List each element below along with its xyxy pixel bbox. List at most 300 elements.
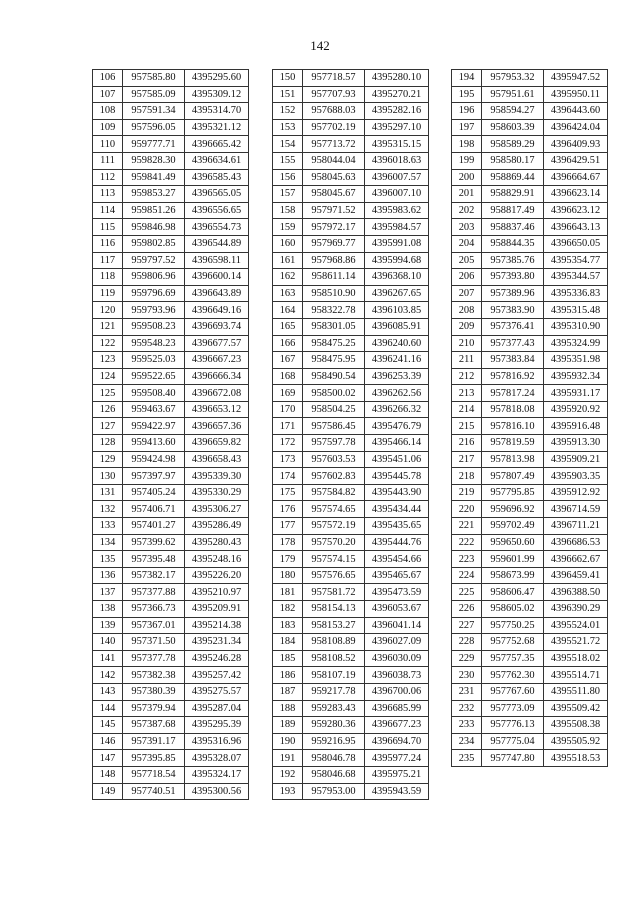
table-row — [93, 86, 249, 103]
x-coordinate-cell: 959283.43 — [303, 700, 365, 717]
y-coordinate-cell: 4395246.28 — [185, 650, 249, 667]
x-coordinate-cell: 959508.40 — [123, 385, 185, 402]
point-number-cell: 193 — [273, 783, 303, 800]
y-coordinate-cell: 4396711.21 — [544, 518, 608, 535]
point-number-cell: 124 — [93, 368, 123, 385]
y-coordinate-cell: 4396714.59 — [544, 501, 608, 518]
y-coordinate-cell: 4395984.57 — [365, 219, 429, 236]
y-coordinate-cell: 4396388.50 — [544, 584, 608, 601]
x-coordinate-cell: 957383.90 — [482, 302, 544, 319]
table-row — [452, 186, 608, 203]
x-coordinate-cell: 959463.67 — [123, 401, 185, 418]
y-coordinate-cell: 4395248.16 — [185, 551, 249, 568]
point-number-cell: 220 — [452, 501, 482, 518]
point-number-cell: 155 — [273, 152, 303, 169]
x-coordinate-cell: 959217.78 — [303, 683, 365, 700]
table-row — [93, 750, 249, 767]
x-coordinate-cell: 957603.53 — [303, 451, 365, 468]
table-row — [273, 219, 429, 236]
point-number-cell: 191 — [273, 750, 303, 767]
point-number-cell: 227 — [452, 617, 482, 634]
point-number-cell: 141 — [93, 650, 123, 667]
y-coordinate-cell: 4396556.65 — [185, 202, 249, 219]
point-number-cell: 130 — [93, 468, 123, 485]
point-number-cell: 126 — [93, 401, 123, 418]
table-row — [273, 119, 429, 136]
y-coordinate-cell: 4395328.07 — [185, 750, 249, 767]
table-row — [273, 152, 429, 169]
y-coordinate-cell: 4396658.43 — [185, 451, 249, 468]
x-coordinate-cell: 959548.23 — [123, 335, 185, 352]
point-number-cell: 232 — [452, 700, 482, 717]
point-number-cell: 148 — [93, 766, 123, 783]
y-coordinate-cell: 4396554.73 — [185, 219, 249, 236]
point-number-cell: 152 — [273, 103, 303, 120]
x-coordinate-cell: 959422.97 — [123, 418, 185, 435]
point-number-cell: 139 — [93, 617, 123, 634]
point-number-cell: 234 — [452, 733, 482, 750]
point-number-cell: 225 — [452, 584, 482, 601]
table-row — [93, 667, 249, 684]
y-coordinate-cell: 4396429.51 — [544, 152, 608, 169]
y-coordinate-cell: 4395321.12 — [185, 119, 249, 136]
point-number-cell: 204 — [452, 235, 482, 252]
point-number-cell: 215 — [452, 418, 482, 435]
point-number-cell: 133 — [93, 518, 123, 535]
point-number-cell: 195 — [452, 86, 482, 103]
x-coordinate-cell: 957391.17 — [123, 733, 185, 750]
x-coordinate-cell: 957585.80 — [123, 70, 185, 87]
point-number-cell: 198 — [452, 136, 482, 153]
table-row — [93, 202, 249, 219]
y-coordinate-cell: 4395991.08 — [365, 235, 429, 252]
point-number-cell: 199 — [452, 152, 482, 169]
point-number-cell: 123 — [93, 352, 123, 369]
y-coordinate-cell: 4396266.32 — [365, 401, 429, 418]
point-number-cell: 214 — [452, 401, 482, 418]
y-coordinate-cell: 4395465.67 — [365, 567, 429, 584]
x-coordinate-cell: 957953.00 — [303, 783, 365, 800]
y-coordinate-cell: 4396241.16 — [365, 352, 429, 369]
x-coordinate-cell: 957570.20 — [303, 534, 365, 551]
point-number-cell: 119 — [93, 285, 123, 302]
point-number-cell: 166 — [273, 335, 303, 352]
table-row — [452, 169, 608, 186]
y-coordinate-cell: 4395309.12 — [185, 86, 249, 103]
point-number-cell: 207 — [452, 285, 482, 302]
y-coordinate-cell: 4395280.43 — [185, 534, 249, 551]
y-coordinate-cell: 4395473.59 — [365, 584, 429, 601]
y-coordinate-cell: 4395445.78 — [365, 468, 429, 485]
table-row — [273, 700, 429, 717]
table-row — [273, 302, 429, 319]
table-row — [452, 518, 608, 535]
x-coordinate-cell: 957576.65 — [303, 567, 365, 584]
x-coordinate-cell: 959853.27 — [123, 186, 185, 203]
x-coordinate-cell: 957707.93 — [303, 86, 365, 103]
y-coordinate-cell: 4395508.38 — [544, 717, 608, 734]
x-coordinate-cell: 957380.39 — [123, 683, 185, 700]
x-coordinate-cell: 957591.34 — [123, 103, 185, 120]
y-coordinate-cell: 4396677.57 — [185, 335, 249, 352]
x-coordinate-cell: 958606.47 — [482, 584, 544, 601]
y-coordinate-cell: 4395324.17 — [185, 766, 249, 783]
point-number-cell: 168 — [273, 368, 303, 385]
table-row — [452, 235, 608, 252]
y-coordinate-cell: 4395257.42 — [185, 667, 249, 684]
point-number-cell: 186 — [273, 667, 303, 684]
table-row — [93, 219, 249, 236]
table-row — [93, 70, 249, 87]
table-row — [273, 352, 429, 369]
x-coordinate-cell: 957383.84 — [482, 352, 544, 369]
point-number-cell: 209 — [452, 318, 482, 335]
y-coordinate-cell: 4395226.20 — [185, 567, 249, 584]
point-number-cell: 230 — [452, 667, 482, 684]
x-coordinate-cell: 958589.29 — [482, 136, 544, 153]
table-row — [93, 119, 249, 136]
x-coordinate-cell: 957397.97 — [123, 468, 185, 485]
point-number-cell: 221 — [452, 518, 482, 535]
y-coordinate-cell: 4395270.21 — [365, 86, 429, 103]
table-row — [273, 617, 429, 634]
point-number-cell: 167 — [273, 352, 303, 369]
point-number-cell: 224 — [452, 567, 482, 584]
x-coordinate-cell: 957371.50 — [123, 634, 185, 651]
coordinates-table-3 — [451, 69, 608, 767]
x-coordinate-cell: 958869.44 — [482, 169, 544, 186]
table-row — [93, 435, 249, 452]
x-coordinate-cell: 957387.68 — [123, 717, 185, 734]
point-number-cell: 216 — [452, 435, 482, 452]
point-number-cell: 154 — [273, 136, 303, 153]
y-coordinate-cell: 4395916.48 — [544, 418, 608, 435]
point-number-cell: 109 — [93, 119, 123, 136]
x-coordinate-cell: 957399.62 — [123, 534, 185, 551]
y-coordinate-cell: 4395315.48 — [544, 302, 608, 319]
table-row — [452, 534, 608, 551]
table-row — [452, 368, 608, 385]
y-coordinate-cell: 4395932.34 — [544, 368, 608, 385]
y-coordinate-cell: 4396665.42 — [185, 136, 249, 153]
table-row — [273, 484, 429, 501]
x-coordinate-cell: 957817.24 — [482, 385, 544, 402]
x-coordinate-cell: 957393.80 — [482, 269, 544, 286]
x-coordinate-cell: 957377.43 — [482, 335, 544, 352]
table-row — [93, 252, 249, 269]
y-coordinate-cell: 4395451.06 — [365, 451, 429, 468]
y-coordinate-cell: 4395336.83 — [544, 285, 608, 302]
point-number-cell: 184 — [273, 634, 303, 651]
point-number-cell: 202 — [452, 202, 482, 219]
table-row — [452, 103, 608, 120]
x-coordinate-cell: 958837.46 — [482, 219, 544, 236]
table-row — [452, 468, 608, 485]
table-row — [273, 70, 429, 87]
point-number-cell: 169 — [273, 385, 303, 402]
x-coordinate-cell: 957382.17 — [123, 567, 185, 584]
x-coordinate-cell: 957572.19 — [303, 518, 365, 535]
table-row — [273, 136, 429, 153]
y-coordinate-cell: 4395444.76 — [365, 534, 429, 551]
table-row — [93, 285, 249, 302]
x-coordinate-cell: 957581.72 — [303, 584, 365, 601]
table-row — [93, 717, 249, 734]
y-coordinate-cell: 4395434.44 — [365, 501, 429, 518]
point-number-cell: 229 — [452, 650, 482, 667]
table-row — [452, 136, 608, 153]
x-coordinate-cell: 957968.86 — [303, 252, 365, 269]
point-number-cell: 174 — [273, 468, 303, 485]
x-coordinate-cell: 957367.01 — [123, 617, 185, 634]
x-coordinate-cell: 958603.39 — [482, 119, 544, 136]
point-number-cell: 181 — [273, 584, 303, 601]
x-coordinate-cell: 958829.91 — [482, 186, 544, 203]
point-number-cell: 108 — [93, 103, 123, 120]
table-row — [452, 70, 608, 87]
x-coordinate-cell: 958510.90 — [303, 285, 365, 302]
x-coordinate-cell: 957816.92 — [482, 368, 544, 385]
x-coordinate-cell: 957574.65 — [303, 501, 365, 518]
point-number-cell: 197 — [452, 119, 482, 136]
table-row — [93, 468, 249, 485]
x-coordinate-cell: 957385.76 — [482, 252, 544, 269]
table-row — [93, 418, 249, 435]
table-row — [273, 551, 429, 568]
point-number-cell: 172 — [273, 435, 303, 452]
point-number-cell: 203 — [452, 219, 482, 236]
x-coordinate-cell: 958045.67 — [303, 186, 365, 203]
point-number-cell: 192 — [273, 766, 303, 783]
x-coordinate-cell: 957757.35 — [482, 650, 544, 667]
y-coordinate-cell: 4396700.06 — [365, 683, 429, 700]
table-row — [93, 700, 249, 717]
y-coordinate-cell: 4396634.61 — [185, 152, 249, 169]
x-coordinate-cell: 957795.85 — [482, 484, 544, 501]
table-row — [273, 169, 429, 186]
x-coordinate-cell: 957767.60 — [482, 683, 544, 700]
point-number-cell: 212 — [452, 368, 482, 385]
table-row — [93, 617, 249, 634]
x-coordinate-cell: 959846.98 — [123, 219, 185, 236]
table-row — [93, 601, 249, 618]
point-number-cell: 171 — [273, 418, 303, 435]
x-coordinate-cell: 957395.48 — [123, 551, 185, 568]
y-coordinate-cell: 4395306.27 — [185, 501, 249, 518]
y-coordinate-cell: 4395287.04 — [185, 700, 249, 717]
point-number-cell: 137 — [93, 584, 123, 601]
y-coordinate-cell: 4396662.67 — [544, 551, 608, 568]
table-row — [93, 318, 249, 335]
y-coordinate-cell: 4395295.39 — [185, 717, 249, 734]
x-coordinate-cell: 958475.25 — [303, 335, 365, 352]
point-number-cell: 157 — [273, 186, 303, 203]
point-number-cell: 161 — [273, 252, 303, 269]
table-row — [452, 269, 608, 286]
point-number-cell: 106 — [93, 70, 123, 87]
y-coordinate-cell: 4395977.24 — [365, 750, 429, 767]
y-coordinate-cell: 4395210.97 — [185, 584, 249, 601]
x-coordinate-cell: 958817.49 — [482, 202, 544, 219]
y-coordinate-cell: 4396459.41 — [544, 567, 608, 584]
y-coordinate-cell: 4396585.43 — [185, 169, 249, 186]
table-row — [93, 783, 249, 800]
point-number-cell: 217 — [452, 451, 482, 468]
x-coordinate-cell: 959841.49 — [123, 169, 185, 186]
y-coordinate-cell: 4395300.56 — [185, 783, 249, 800]
y-coordinate-cell: 4395214.38 — [185, 617, 249, 634]
point-number-cell: 189 — [273, 717, 303, 734]
y-coordinate-cell: 4395903.35 — [544, 468, 608, 485]
point-number-cell: 185 — [273, 650, 303, 667]
y-coordinate-cell: 4395443.90 — [365, 484, 429, 501]
x-coordinate-cell: 958594.27 — [482, 103, 544, 120]
table-row — [93, 352, 249, 369]
x-coordinate-cell: 957586.45 — [303, 418, 365, 435]
x-coordinate-cell: 959650.60 — [482, 534, 544, 551]
point-number-cell: 178 — [273, 534, 303, 551]
y-coordinate-cell: 4396240.60 — [365, 335, 429, 352]
y-coordinate-cell: 4395231.34 — [185, 634, 249, 651]
table-row — [273, 534, 429, 551]
x-coordinate-cell: 957585.09 — [123, 86, 185, 103]
y-coordinate-cell: 4395909.21 — [544, 451, 608, 468]
x-coordinate-cell: 959851.26 — [123, 202, 185, 219]
y-coordinate-cell: 4395947.52 — [544, 70, 608, 87]
x-coordinate-cell: 959796.69 — [123, 285, 185, 302]
table-row — [93, 186, 249, 203]
table-row — [452, 352, 608, 369]
y-coordinate-cell: 4396565.05 — [185, 186, 249, 203]
point-number-cell: 219 — [452, 484, 482, 501]
table-row — [452, 385, 608, 402]
y-coordinate-cell: 4395282.16 — [365, 103, 429, 120]
x-coordinate-cell: 957366.73 — [123, 601, 185, 618]
y-coordinate-cell: 4395920.92 — [544, 401, 608, 418]
table-row — [273, 667, 429, 684]
point-number-cell: 149 — [93, 783, 123, 800]
x-coordinate-cell: 957596.05 — [123, 119, 185, 136]
y-coordinate-cell: 4396443.60 — [544, 103, 608, 120]
y-coordinate-cell: 4396650.05 — [544, 235, 608, 252]
table-row — [93, 551, 249, 568]
x-coordinate-cell: 957762.30 — [482, 667, 544, 684]
y-coordinate-cell: 4396643.13 — [544, 219, 608, 236]
table-row — [93, 152, 249, 169]
table-row — [93, 650, 249, 667]
point-number-cell: 196 — [452, 103, 482, 120]
x-coordinate-cell: 959601.99 — [482, 551, 544, 568]
point-number-cell: 158 — [273, 202, 303, 219]
point-number-cell: 164 — [273, 302, 303, 319]
table-row — [273, 318, 429, 335]
x-coordinate-cell: 957971.52 — [303, 202, 365, 219]
point-number-cell: 205 — [452, 252, 482, 269]
x-coordinate-cell: 958045.63 — [303, 169, 365, 186]
y-coordinate-cell: 4395351.98 — [544, 352, 608, 369]
y-coordinate-cell: 4395518.02 — [544, 650, 608, 667]
y-coordinate-cell: 4395466.14 — [365, 435, 429, 452]
table-row — [273, 766, 429, 783]
x-coordinate-cell: 957807.49 — [482, 468, 544, 485]
y-coordinate-cell: 4395209.91 — [185, 601, 249, 618]
table-row — [93, 683, 249, 700]
point-number-cell: 144 — [93, 700, 123, 717]
y-coordinate-cell: 4396693.74 — [185, 318, 249, 335]
x-coordinate-cell: 957688.03 — [303, 103, 365, 120]
table-row — [273, 269, 429, 286]
table-row — [93, 401, 249, 418]
table-row — [93, 302, 249, 319]
point-number-cell: 121 — [93, 318, 123, 335]
point-number-cell: 206 — [452, 269, 482, 286]
x-coordinate-cell: 959702.49 — [482, 518, 544, 535]
table-row — [93, 451, 249, 468]
y-coordinate-cell: 4395518.53 — [544, 750, 608, 767]
x-coordinate-cell: 957969.77 — [303, 235, 365, 252]
x-coordinate-cell: 958044.04 — [303, 152, 365, 169]
table-row — [273, 518, 429, 535]
point-number-cell: 211 — [452, 352, 482, 369]
x-coordinate-cell: 959793.96 — [123, 302, 185, 319]
y-coordinate-cell: 4396685.99 — [365, 700, 429, 717]
point-number-cell: 218 — [452, 468, 482, 485]
point-number-cell: 107 — [93, 86, 123, 103]
y-coordinate-cell: 4395354.77 — [544, 252, 608, 269]
point-number-cell: 173 — [273, 451, 303, 468]
table-row — [273, 252, 429, 269]
point-number-cell: 129 — [93, 451, 123, 468]
point-number-cell: 114 — [93, 202, 123, 219]
table-row — [93, 484, 249, 501]
x-coordinate-cell: 957405.24 — [123, 484, 185, 501]
x-coordinate-cell: 957702.19 — [303, 119, 365, 136]
table-row — [452, 567, 608, 584]
x-coordinate-cell: 958046.78 — [303, 750, 365, 767]
y-coordinate-cell: 4396643.89 — [185, 285, 249, 302]
y-coordinate-cell: 4395275.57 — [185, 683, 249, 700]
point-number-cell: 160 — [273, 235, 303, 252]
table-row — [452, 435, 608, 452]
point-number-cell: 145 — [93, 717, 123, 734]
x-coordinate-cell: 958673.99 — [482, 567, 544, 584]
x-coordinate-cell: 958611.14 — [303, 269, 365, 286]
x-coordinate-cell: 958301.05 — [303, 318, 365, 335]
point-number-cell: 117 — [93, 252, 123, 269]
table-row — [452, 750, 608, 767]
x-coordinate-cell: 958475.95 — [303, 352, 365, 369]
x-coordinate-cell: 957406.71 — [123, 501, 185, 518]
y-coordinate-cell: 4396600.14 — [185, 269, 249, 286]
y-coordinate-cell: 4395310.90 — [544, 318, 608, 335]
point-number-cell: 226 — [452, 601, 482, 618]
y-coordinate-cell: 4395344.57 — [544, 269, 608, 286]
point-number-cell: 159 — [273, 219, 303, 236]
table-row — [452, 584, 608, 601]
x-coordinate-cell: 957574.15 — [303, 551, 365, 568]
x-coordinate-cell: 959806.96 — [123, 269, 185, 286]
point-number-cell: 127 — [93, 418, 123, 435]
table-row — [93, 518, 249, 535]
table-row — [273, 451, 429, 468]
x-coordinate-cell: 957752.68 — [482, 634, 544, 651]
table-row — [452, 451, 608, 468]
point-number-cell: 135 — [93, 551, 123, 568]
point-number-cell: 177 — [273, 518, 303, 535]
table-row — [273, 103, 429, 120]
point-number-cell: 156 — [273, 169, 303, 186]
x-coordinate-cell: 959828.30 — [123, 152, 185, 169]
